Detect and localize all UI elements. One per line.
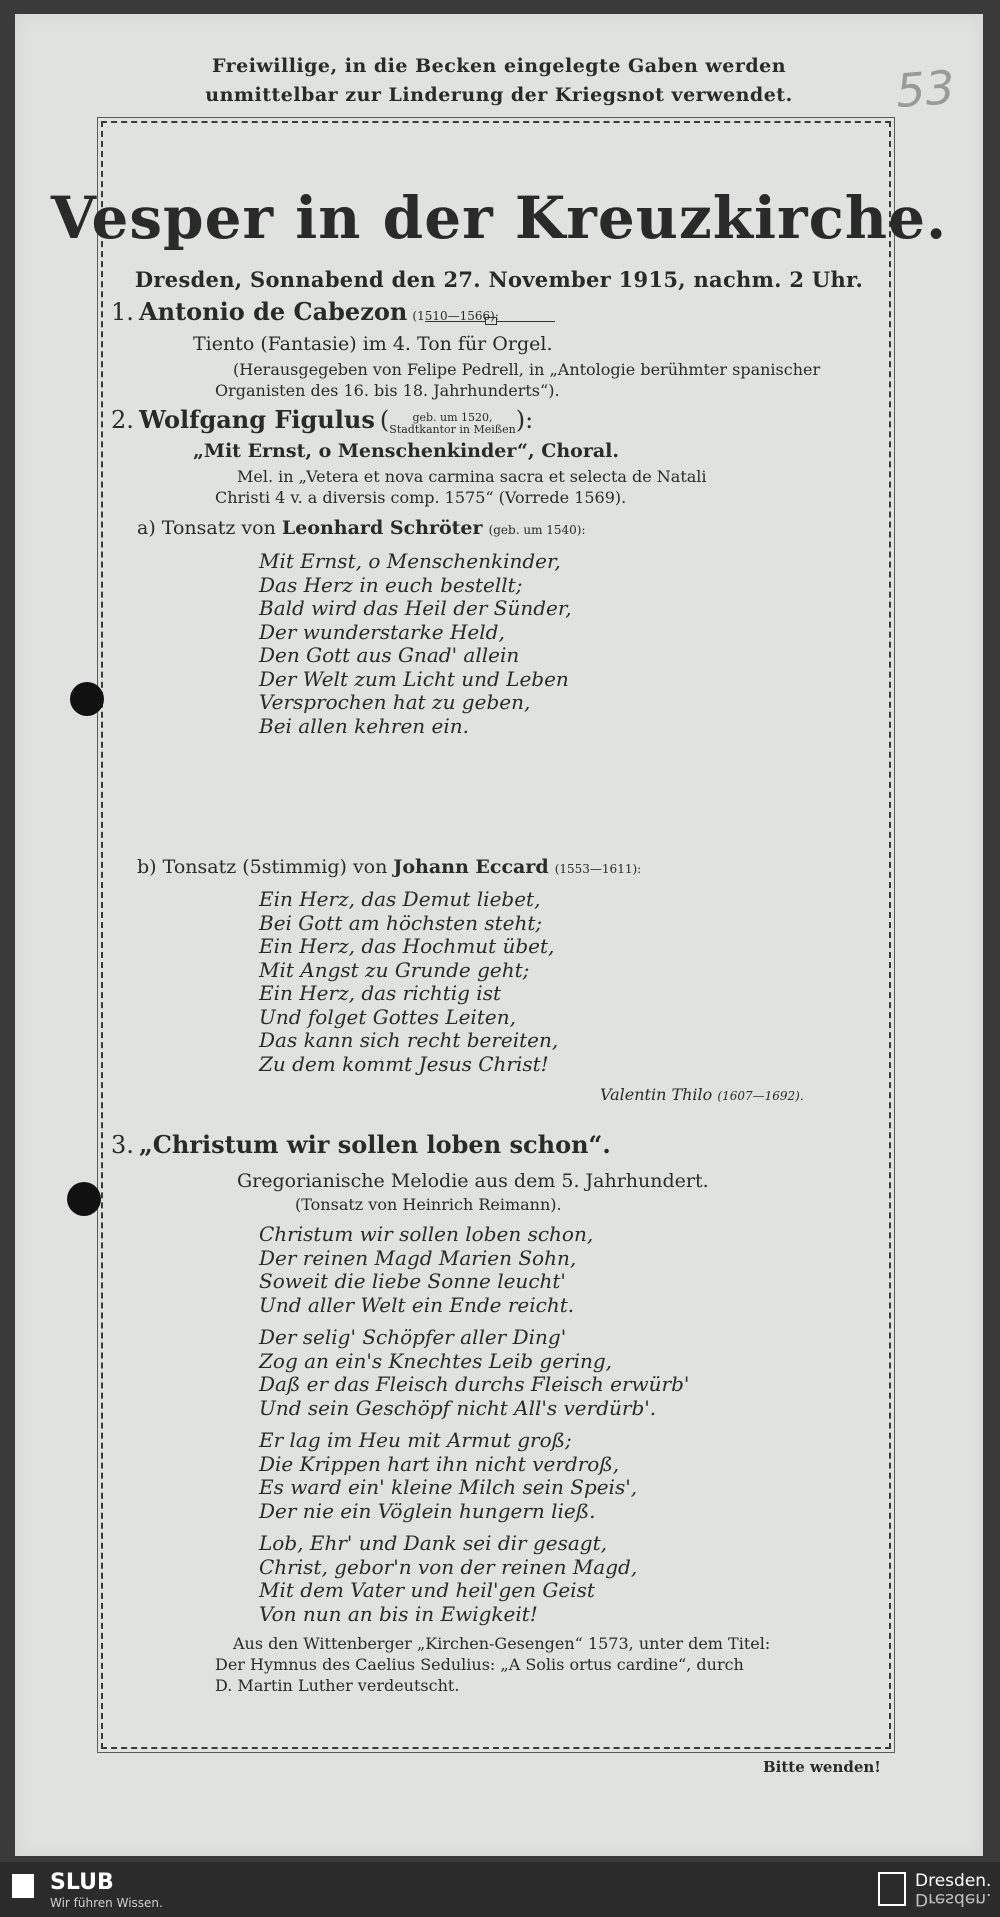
verse-line: Christ, gebor'n von der reinen Magd,	[259, 1554, 638, 1579]
verse-line: Der wunderstarke Held,	[259, 619, 505, 644]
stanza	[259, 1326, 689, 1420]
page-number: 53	[894, 60, 957, 118]
event-date: Dresden, Sonnabend den 27. November 1915, nachm. 2 Uhr.	[134, 267, 864, 292]
verse-line: Die Krippen hart ihn nicht verdroß,	[259, 1451, 620, 1476]
verse-line: Ein Herz, das richtig ist	[259, 981, 502, 1005]
dresden-logo[interactable]: Dresden. Dresden.	[915, 1871, 992, 1909]
verse-line: Den Gott aus Gnad' allein	[259, 643, 520, 667]
verse-line: Zog an ein's Knechtes Leib gering,	[259, 1348, 613, 1373]
verse-line: Das kann sich recht bereiten,	[259, 1028, 559, 1052]
section-1-heading: 1. Antonio de Cabezon (1510—1566):	[111, 297, 499, 326]
verse-line: Ein Herz, das Demut liebet,	[259, 887, 541, 911]
verse-line: Und aller Welt ein Ende reicht.	[259, 1292, 575, 1317]
verse-line: Soweit die liebe Sonne leucht'	[259, 1269, 566, 1293]
verse-line: Der nie ein Vöglein hungern ließ.	[259, 1498, 596, 1523]
verse-line: Christum wir sollen loben schon,	[259, 1222, 594, 1246]
stanza	[259, 1532, 689, 1626]
verse-line: Es ward ein' kleine Milch sein Speis',	[259, 1475, 638, 1499]
dresden-crest-icon	[878, 1872, 906, 1906]
source-note-1: Aus den Wittenberger „Kirchen-Gesengen“ 1573, unter dem Titel:	[233, 1634, 771, 1653]
section-2-heading: 2. Wolfgang Figulus ( geb. um 1520, Stadtkantor in Meißen ):	[111, 405, 534, 436]
viewer-footer	[0, 1862, 1000, 1917]
composer-name: Antonio de Cabezon	[139, 297, 408, 326]
turn-over-note: Bitte wenden!	[763, 1758, 881, 1776]
verse-line: Bald wird das Heil der Sünder,	[259, 596, 572, 620]
verse-line: Und sein Geschöpf nicht All's verdürb'.	[259, 1395, 657, 1420]
section-1-work: Tiento (Fantasie) im 4. Ton für Orgel.	[193, 333, 553, 355]
notice-line-2: unmittelbar zur Linderung der Kriegsnot verwendet.	[205, 84, 793, 106]
melody-origin: Gregorianische Melodie aus dem 5. Jahrhundert.	[237, 1170, 709, 1192]
stanza	[259, 1223, 689, 1317]
verse-line: Er lag im Heu mit Armut groß;	[259, 1428, 572, 1452]
section-1-note-2: Organisten des 16. bis 18. Jahrhunderts“).	[215, 381, 560, 400]
verse-line: Mit Ernst, o Menschenkinder,	[259, 549, 561, 573]
hymn-stanzas	[259, 1223, 689, 1626]
punch-hole	[70, 682, 104, 716]
verse-line: Ein Herz, das Hochmut übet,	[259, 934, 555, 958]
verse-line: Der Welt zum Licht und Leben	[259, 666, 569, 691]
section-3-heading: 3. „Christum wir sollen loben schon“.	[111, 1130, 611, 1159]
verse-line: Der selig' Schöpfer aller Ding'	[259, 1325, 567, 1349]
verse-line: Mit Angst zu Grunde geht;	[259, 957, 530, 982]
slub-logo-icon	[12, 1874, 34, 1898]
verse-line: Lob, Ehr' und Dank sei dir gesagt,	[259, 1531, 607, 1555]
slub-brand[interactable]: SLUB	[50, 1870, 114, 1895]
verse-line: Mit dem Vater und heil'gen Geist	[259, 1578, 595, 1602]
notice-line-1: Freiwillige, in die Becken eingelegte Gaben werden	[211, 55, 787, 77]
slub-tagline: Wir führen Wissen.	[50, 1896, 163, 1910]
verse-block-b	[259, 888, 558, 1076]
section-2-work: „Mit Ernst, o Menschenkinder“, Choral.	[193, 440, 619, 462]
verse-line: Das Herz in euch bestellt;	[259, 572, 523, 597]
section-1-note-1: (Herausgegeben von Felipe Pedrell, in „Antologie berühmter spanischer	[233, 360, 821, 379]
verse-line: Versprochen hat zu geben,	[259, 690, 531, 714]
subsection-a-heading: a) Tonsatz von Leonhard Schröter (geb. um 1540):	[137, 517, 586, 539]
source-note-2: Der Hymnus des Caelius Sedulius: „A Solis ortus cardine“, durch	[215, 1655, 744, 1674]
verse-line: Daß er das Fleisch durchs Fleisch erwürb'	[259, 1372, 690, 1396]
verse-line: Zu dem kommt Jesus Christ!	[259, 1051, 549, 1076]
verse-line: Von nun an bis in Ewigkeit!	[259, 1601, 538, 1626]
verse-line: Bei Gott am höchsten steht;	[259, 910, 543, 935]
verse-block-a	[259, 550, 572, 738]
donation-notice	[15, 52, 983, 110]
verse-line: Und folget Gottes Leiten,	[259, 1004, 516, 1029]
page-title: Vesper in der Kreuzkirche.	[50, 184, 948, 252]
program-sheet	[15, 14, 983, 1856]
source-note-3: D. Martin Luther verdeutscht.	[215, 1676, 460, 1695]
section-2-note-1: Mel. in „Vetera et nova carmina sacra et selecta de Natali	[237, 467, 707, 486]
subsection-b-heading: b) Tonsatz (5stimmig) von Johann Eccard (1553—1611):	[137, 856, 642, 878]
punch-hole	[67, 1182, 101, 1216]
hymn-title: „Christum wir sollen loben schon“.	[139, 1130, 611, 1159]
verse-line: Der reinen Magd Marien Sohn,	[259, 1245, 577, 1270]
composer-name: Wolfgang Figulus	[139, 405, 375, 434]
stanza	[259, 1429, 689, 1523]
section-2-note-2: Christi 4 v. a diversis comp. 1575“ (Vorrede 1569).	[215, 488, 627, 507]
setting-note: (Tonsatz von Heinrich Reimann).	[295, 1195, 562, 1214]
text-author: Valentin Thilo (1607—1692).	[600, 1085, 804, 1104]
verse-line: Bei allen kehren ein.	[259, 713, 470, 738]
